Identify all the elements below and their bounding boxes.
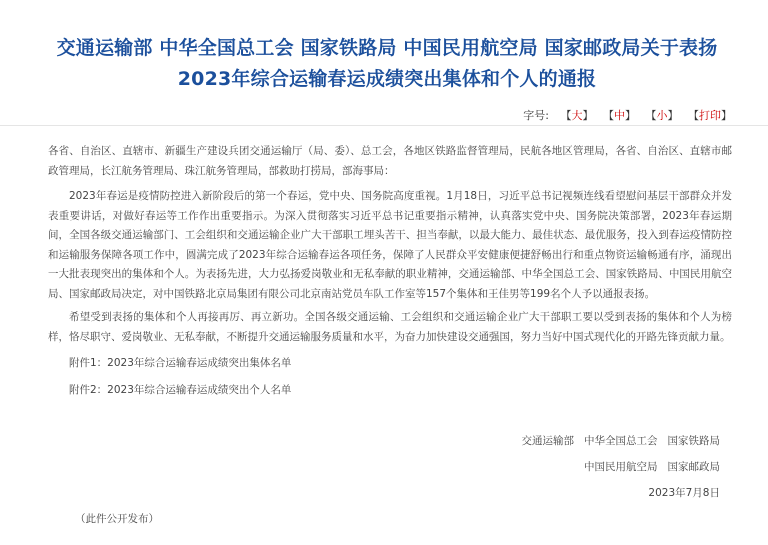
document-date: 2023年7月8日 <box>648 487 720 499</box>
font-size-label: 字号: <box>523 109 549 122</box>
publication-note: （此件公开发布） <box>75 513 159 525</box>
article-body <box>48 142 732 400</box>
addressee: 各省、自治区、直辖市、新疆生产建设兵团交通运输厅（局、委）、总工会，各地区铁路监督管理局，民航各地区管理局，各省、自治区、直辖市邮政管理局，长江航务管理局、珠江航务管理局，部救助打捞局，部海事局： <box>48 145 732 177</box>
divider <box>0 125 768 126</box>
font-medium-button[interactable]: 【中】 <box>603 109 636 122</box>
signers-line-2: 中国民用航空局 国家邮政局 <box>584 461 720 473</box>
paragraph-1: 2023年春运是疫情防控进入新阶段后的第一个春运，党中央、国务院高度重视。1月18日，习近平总书记视频连线看望慰问基层干部群众并发表重要讲话，对做好春运等工作作出重要指示。为深入贯彻落实习近平总书记重要指示精神，认真落实党中央、国务院决策部署，2023年春运期间，全国各级交通运输部门、工会组织和交通运输企业广大干部职工埋头苦干、担当奉献，以最大能力、最佳状态、最优服务，投入到春运疫情防控和运输服务保障各项工作中，圆满完成了2023年综合运输春运各项任务，保障了人民群众平安健康便捷舒畅出行和重点物资运输畅通有序，涌现出一大批表现突出的集体和个人。为表扬先进，大力弘扬爱岗敬业和无私奉献的职业精神，交通运输部、中华全国总工会、国家铁路局、中国民用航空局、国家邮政局决定，对中国铁路北京局集团有限公司北京南站党员车队工作室等157个集体和王佳男等199名个人予以通报表扬。 <box>48 190 732 300</box>
font-large-button[interactable]: 【大】 <box>560 109 594 122</box>
font-small-button[interactable]: 【小】 <box>645 109 679 122</box>
font-size-toolbar <box>523 107 732 123</box>
attachment-2-link[interactable]: 附件2：2023年综合运输春运成绩突出个人名单 <box>69 383 292 396</box>
page-title: 交通运输部 中华全国总工会 国家铁路局 中国民用航空局 国家邮政局关于表扬2023年综合运输春运成绩突出集体和个人的通报 <box>56 37 718 90</box>
print-button[interactable]: 【打印】 <box>688 109 732 122</box>
paragraph-2: 希望受到表扬的集体和个人再接再厉、再立新功。全国各级交通运输、工会组织和交通运输企业广大干部职工要以受到表扬的集体和个人为榜样，恪尽职守、爱岗敬业、无私奉献，不断提升交通运输服务质量和水平，为奋力加快建设交通强国，努力当好中国式现代化的开路先锋贡献力量。 <box>48 311 732 343</box>
attachment-1-link[interactable]: 附件1：2023年综合运输春运成绩突出集体名单 <box>69 357 292 369</box>
signers-line-1: 交通运输部 中华全国总工会 国家铁路局 <box>521 435 720 447</box>
